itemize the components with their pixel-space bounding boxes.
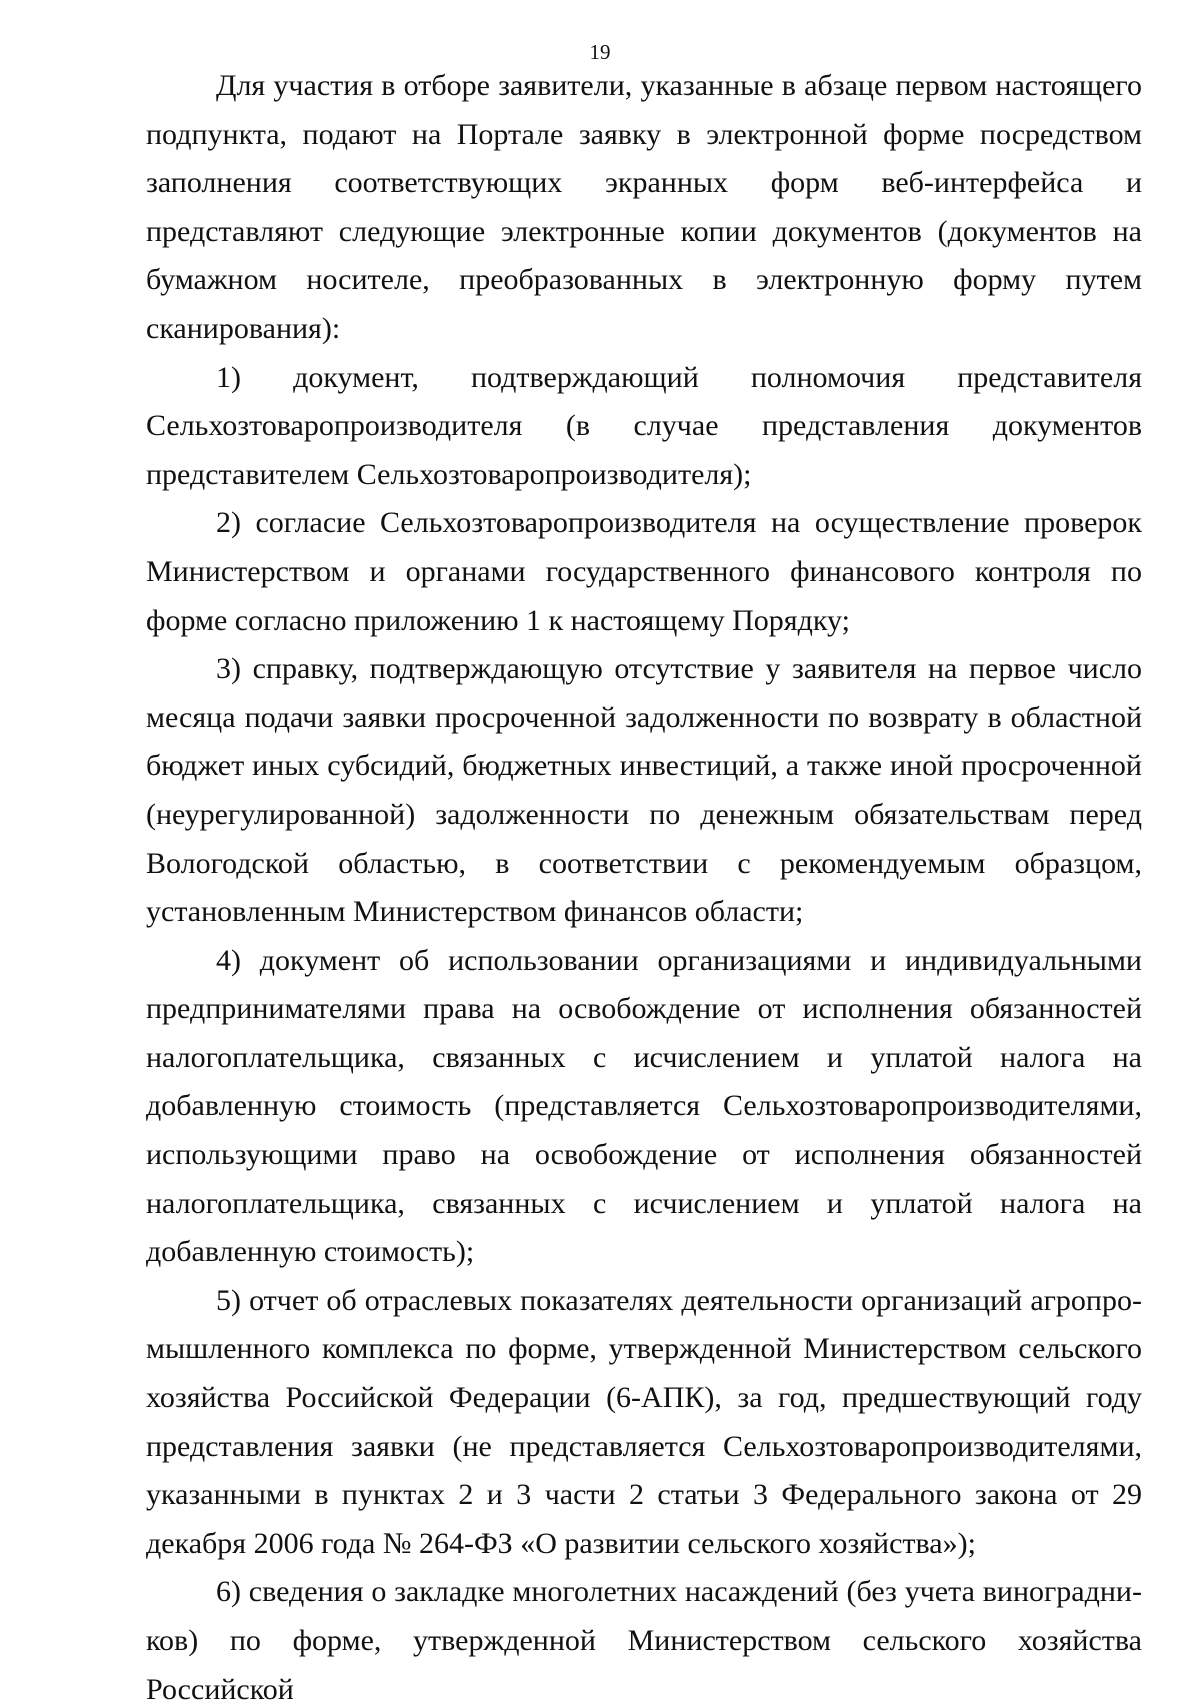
- page-number: 19: [589, 40, 611, 64]
- list-item-3: 3) справку, подтверждающую отсутствие у заявителя на первое число месяца подачи заявки просроченной задолженности по возврату в областной бюджет иных субсидий, бюджетных инвестиций, а также иной просроченной (неурегулированной) задолженности по денежным обязательствам перед Вологодской областью, в соответствии с рекомендуемым образцом, установленным Министерством финансов области;: [146, 652, 1142, 929]
- list-item-4: 4) документ об использовании организациями и индивидуальными предпринимателями права на освобождение от исполнения обязанностей налогоплательщика, связанных с исчислением и уплатой налога на добавленную стоимость (представляется Сельхозтоваропроизводителями, использующими право на освобождение от исполнения обязанностей налогоплательщика, связанных с исчислением и уплатой налога на добавленную стоимость);: [146, 943, 1142, 1269]
- list-item-5: 5) отчет об отраслевых показателях деятельности организаций агропромышленного комплекса по форме, утвержденной Министерством сельского хозяйства Российской Федерации (6-АПК), за год, предшествующий году представления заявки (не представляется Сельхозтоваропроизводителями, указанными в пунктах 2 и 3 части 2 статьи 3 Федерального закона от 29 декабря 2006 года № 264-ФЗ «О развитии сельского хозяйства»);: [146, 1283, 1142, 1560]
- paragraph-intro: Для участия в отборе заявители, указанные в абзаце первом настоящего подпункта, подают на Портале заявку в электронной форме посредством заполнения соответствующих экранных форм веб-интерфейса и представляют следующие электронные копии документов (документов на бумажном носителе, преобразованных в электронную форму путем сканирования):: [146, 69, 1142, 345]
- document-body: [146, 62, 1142, 1708]
- list-item-2: 2) согласие Сельхозтоваропроизводителя на осуществление проверок Министерством и органами государственного финансового контроля по форме согласно приложению 1 к настоящему Порядку;: [146, 506, 1142, 637]
- list-item-6: 6) сведения о закладке многолетних насаждений (без учета виноградников) по форме, утвержденной Министерством сельского хозяйства Российской: [146, 1575, 1142, 1706]
- list-item-1: 1) документ, подтверждающий полномочия представителя Сельхозтоваропроизводителя (в случае представления документов представителем Сельхозтоваропроизводителя);: [146, 360, 1142, 491]
